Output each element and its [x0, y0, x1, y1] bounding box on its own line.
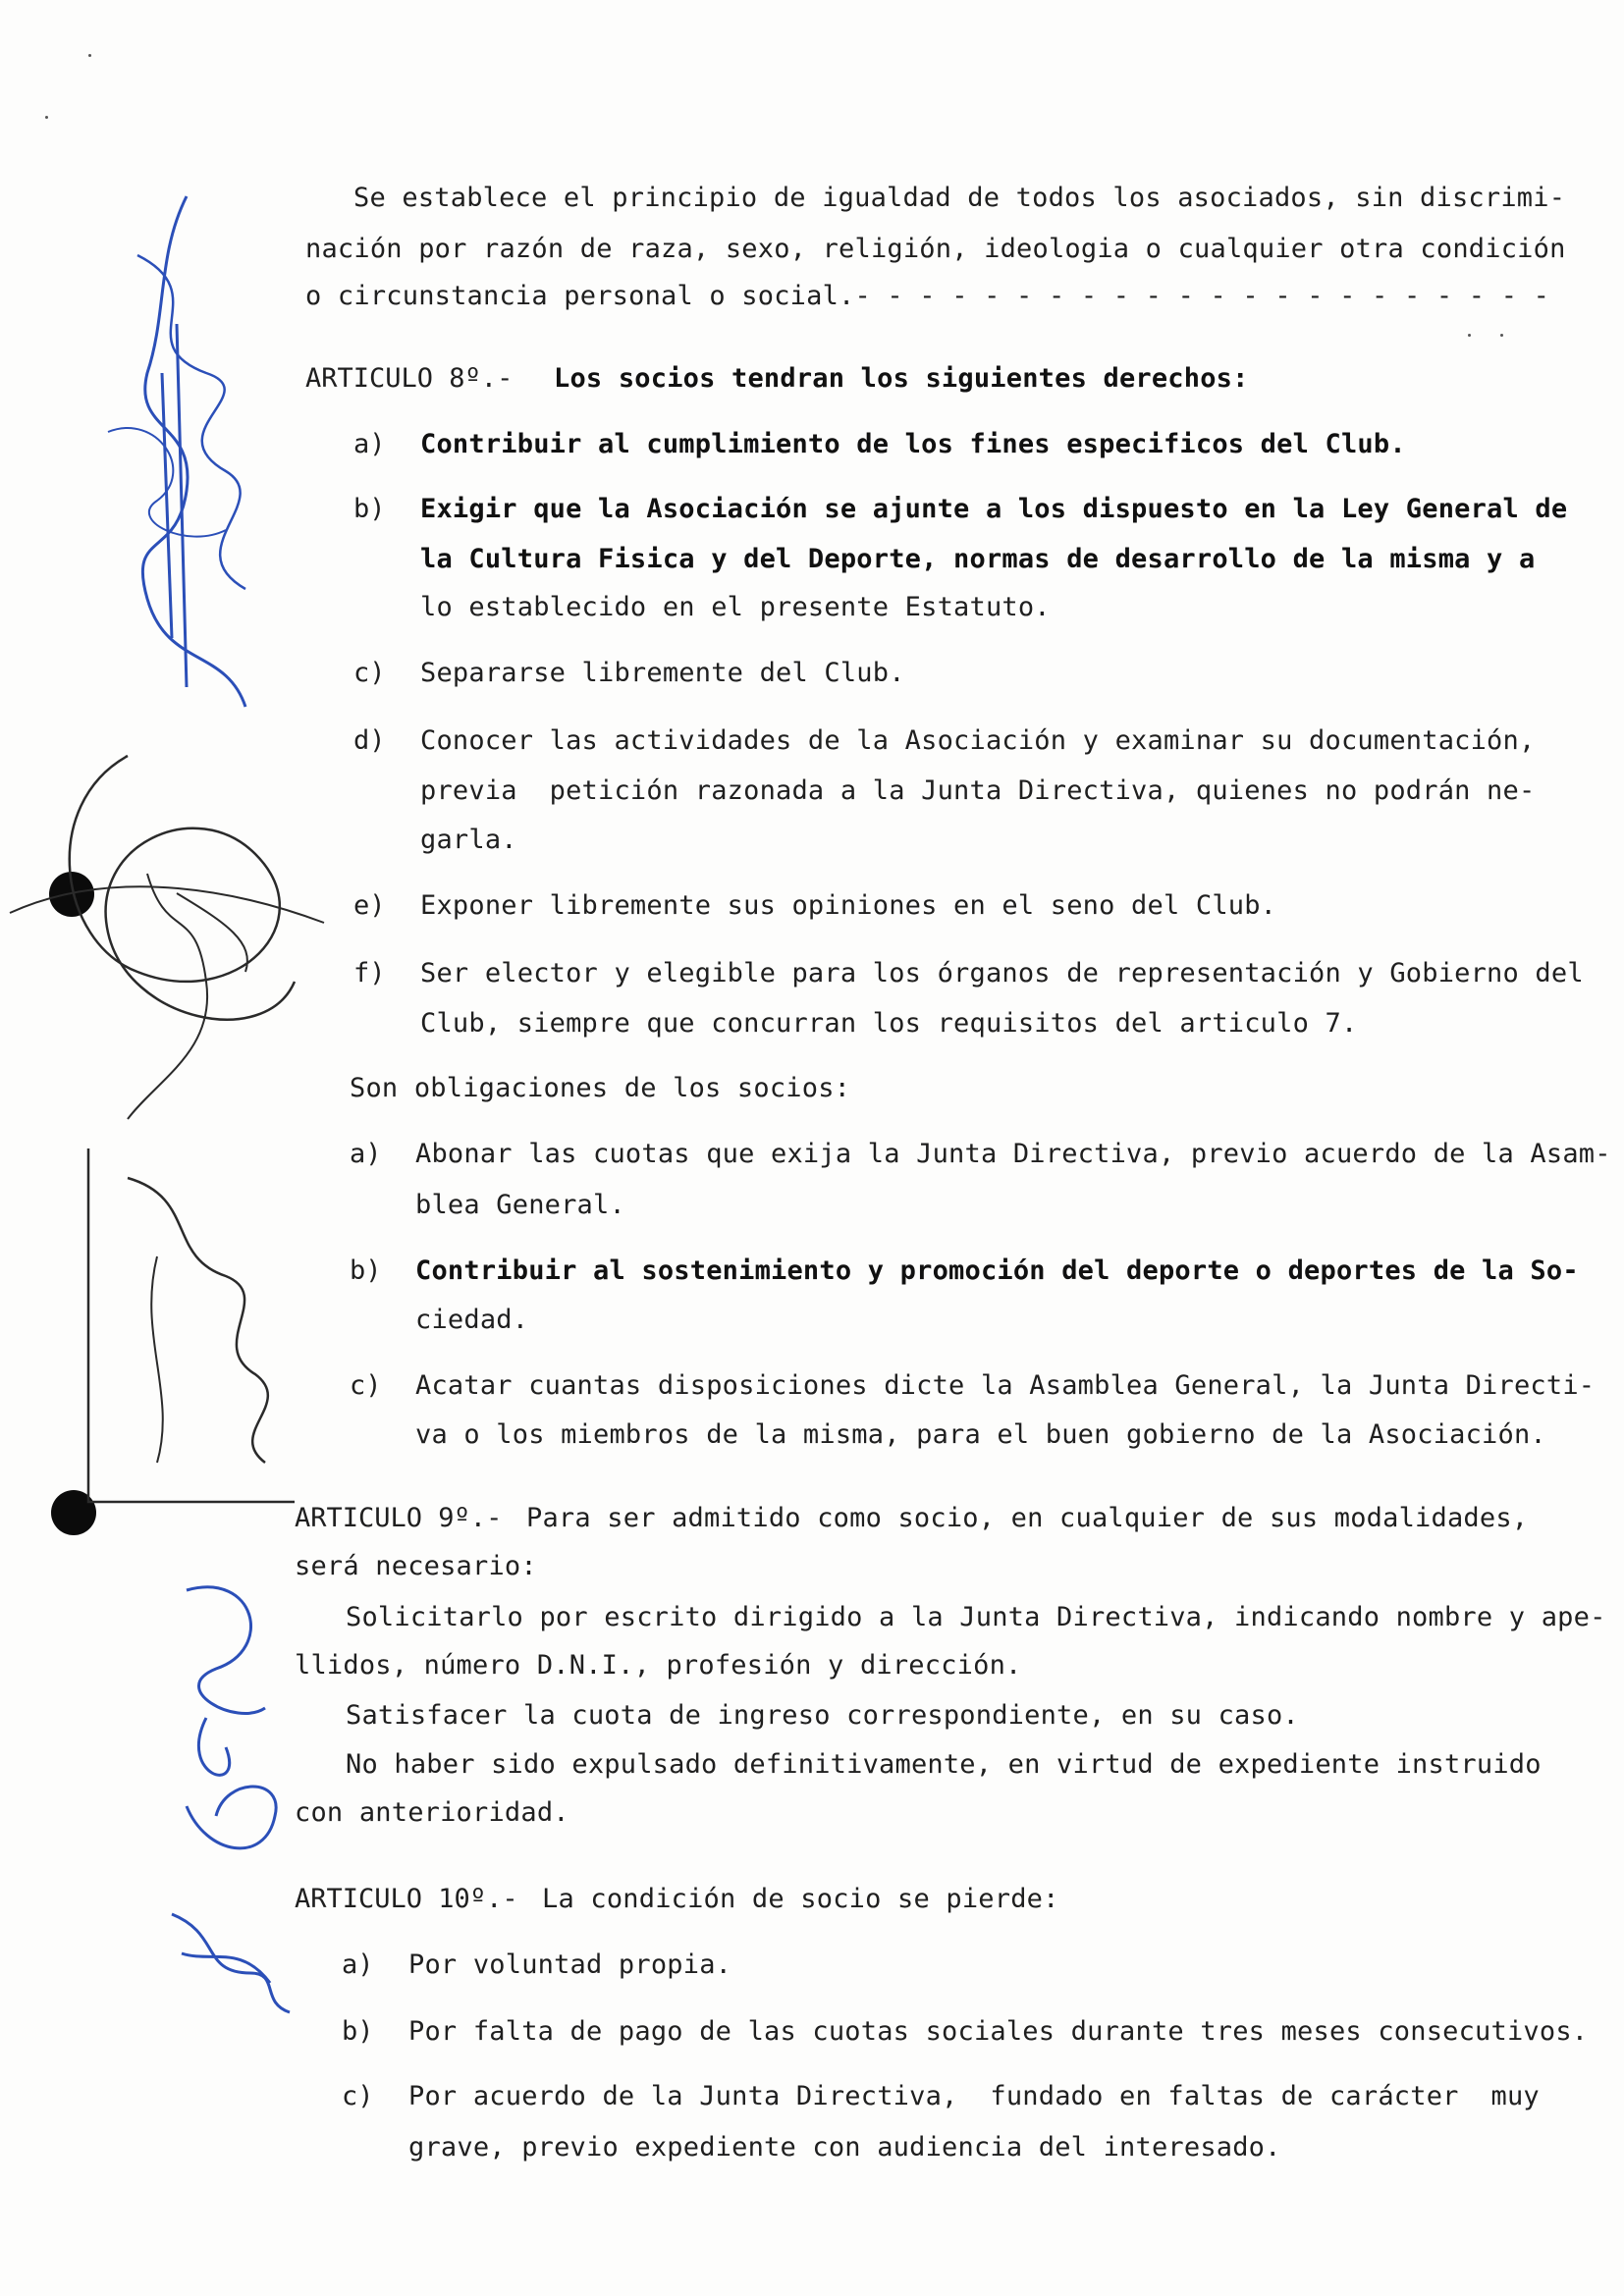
art8-right-letter: b) [353, 494, 386, 524]
scan-speck [88, 54, 91, 57]
obligation-text: ciedad. [415, 1305, 529, 1335]
art10-item-letter: c) [342, 2081, 374, 2111]
art9-line: Satisfacer la cuota de ingreso correspondiente, en su caso. [346, 1700, 1299, 1731]
signature-5 [152, 1895, 299, 2032]
art9-line: No haber sido expulsado definitivamente, en virtud de expediente instruido [346, 1749, 1542, 1780]
art8-right-text: lo establecido en el presente Estatuto. [420, 592, 1051, 622]
art8-right-text: Exponer libremente sus opiniones en el seno del Club. [420, 890, 1277, 921]
obligation-text: va o los miembros de la misma, para el buen gobierno de la Asociación. [415, 1419, 1546, 1450]
art8-right-letter: f) [353, 958, 386, 988]
art8-right-text: la Cultura Fisica y del Deporte, normas de desarrollo de la misma y a [420, 544, 1536, 574]
obligation-letter: c) [350, 1370, 382, 1401]
art8-right-text: Conocer las actividades de la Asociación y examinar su documentación, [420, 725, 1536, 756]
obligation-text: Abonar las cuotas que exija la Junta Directiva, previo acuerdo de la Asam- [415, 1139, 1611, 1169]
signature-1 [39, 177, 295, 746]
scan-speck [1500, 334, 1503, 337]
obligation-text: Contribuir al sostenimiento y promoción del deporte o deportes de la So- [415, 1255, 1579, 1286]
art10-heading-text: La condición de socio se pierde: [542, 1884, 1059, 1914]
obligation-text: blea General. [415, 1190, 625, 1220]
scan-speck [1468, 334, 1471, 337]
art8-heading: ARTICULO 8º.- [305, 363, 514, 394]
obligation-text: Acatar cuantas disposiciones dicte la Asamblea General, la Junta Directi- [415, 1370, 1596, 1401]
signature-2 [0, 726, 334, 1139]
art8-right-letter: c) [353, 658, 386, 688]
art10-item-text: Por voluntad propia. [408, 1949, 732, 1980]
signature-4 [147, 1561, 304, 1885]
art8-right-text: Separarse libremente del Club. [420, 658, 905, 688]
art9-line: Solicitarlo por escrito dirigido a la Junta Directiva, indicando nombre y ape- [346, 1602, 1606, 1632]
art8-heading-text: Los socios tendran los siguientes derechos: [554, 363, 1249, 394]
art8-right-text: garla. [420, 825, 517, 855]
obligations-heading: Son obligaciones de los socios: [350, 1073, 851, 1103]
art9-heading: ARTICULO 9º.- [295, 1503, 503, 1533]
art10-item-letter: b) [342, 2016, 374, 2047]
art10-item-text: grave, previo expediente con audiencia del interesado. [408, 2132, 1281, 2163]
art9-line: llidos, número D.N.I., profesión y dirección. [295, 1650, 1022, 1681]
art8-right-text: Exigir que la Asociación se ajunte a los dispuesto en la Ley General de [420, 494, 1568, 524]
art8-right-text: Contribuir al cumplimiento de los fines especificos del Club. [420, 429, 1406, 459]
art10-item-text: Por acuerdo de la Junta Directiva, fundado en faltas de carácter muy [408, 2081, 1540, 2111]
obligation-letter: b) [350, 1255, 382, 1286]
art9-line: Para ser admitido como socio, en cualquier de sus modalidades, [526, 1503, 1529, 1533]
signature-3 [69, 1139, 324, 1522]
art8-right-letter: e) [353, 890, 386, 921]
art8-right-letter: d) [353, 725, 386, 756]
intro-line-2: nación por razón de raza, sexo, religión, ideologia o cualquier otra condición [305, 234, 1566, 264]
intro-line-3: o circunstancia personal o social.- - - - - - - - - - - - - - - - - - - - - - [305, 281, 1550, 311]
art9-line: será necesario: [295, 1551, 537, 1581]
art10-heading: ARTICULO 10º.- [295, 1884, 518, 1914]
art8-right-text: Club, siempre que concurran los requisitos del articulo 7. [420, 1008, 1358, 1039]
obligation-letter: a) [350, 1139, 382, 1169]
art9-line: con anterioridad. [295, 1797, 569, 1828]
art10-item-letter: a) [342, 1949, 374, 1980]
scan-speck [45, 116, 48, 119]
intro-line-1: Se establece el principio de igualdad de todos los asociados, sin discrimi- [353, 183, 1566, 213]
art8-right-letter: a) [353, 429, 386, 459]
art8-right-text: previa petición razonada a la Junta Directiva, quienes no podrán ne- [420, 775, 1536, 806]
art10-item-text: Por falta de pago de las cuotas sociales durante tres meses consecutivos. [408, 2016, 1589, 2047]
art8-right-text: Ser elector y elegible para los órganos de representación y Gobierno del [420, 958, 1584, 988]
